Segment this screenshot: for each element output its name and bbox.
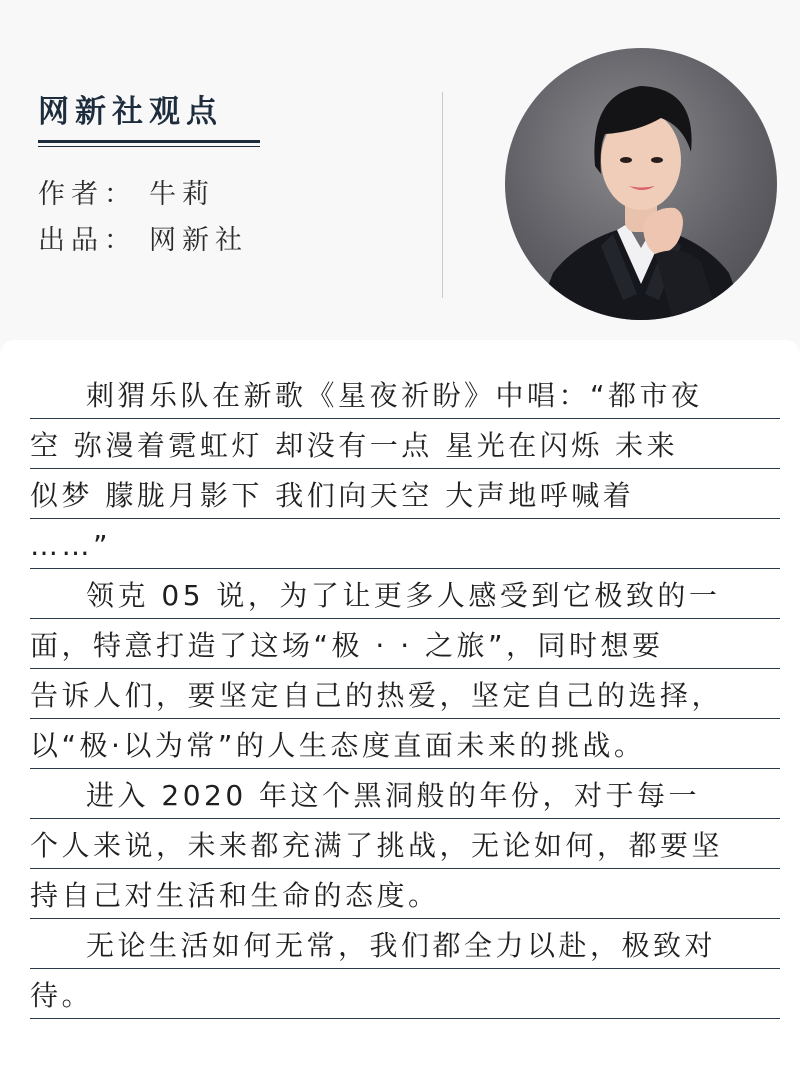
text-line: 告诉人们，要坚定自己的热爱，坚定自己的选择，	[30, 669, 780, 719]
article-header	[0, 0, 800, 360]
text-line: 待。	[30, 969, 780, 1019]
text-line: 持自己对生活和生命的态度。	[30, 869, 780, 919]
text-line: 刺猬乐队在新歌《星夜祈盼》中唱：“都市夜	[30, 369, 780, 419]
article-body	[0, 340, 800, 1071]
author-portrait-icon	[505, 48, 777, 320]
text-line: 无论生活如何无常，我们都全力以赴，极致对	[30, 919, 780, 969]
paragraph-1	[30, 369, 780, 569]
title-underline	[38, 140, 260, 143]
text-line: 似梦 朦胧月影下 我们向天空 大声地呼喊着	[30, 469, 780, 519]
header-divider	[442, 92, 443, 298]
publisher-label: 出品：	[38, 225, 137, 256]
text-line: 进入 2020 年这个黑洞般的年份，对于每一	[30, 769, 780, 819]
author-label: 作者：	[38, 179, 137, 210]
author-avatar	[505, 48, 777, 320]
publisher-line	[38, 218, 248, 257]
author-line	[38, 172, 215, 211]
paragraph-2	[30, 569, 780, 769]
publisher-name: 网新社	[149, 225, 248, 256]
text-line: ……”	[30, 519, 780, 569]
column-title: 网新社观点	[38, 94, 223, 130]
text-line: 以“极·以为常”的人生态度直面未来的挑战。	[30, 719, 780, 769]
paragraph-3	[30, 769, 780, 919]
text-line: 面，特意打造了这场“极 · · 之旅”，同时想要	[30, 619, 780, 669]
author-name: 牛莉	[149, 179, 215, 210]
text-line: 领克 05 说，为了让更多人感受到它极致的一	[30, 569, 780, 619]
title-underline-thin	[38, 146, 260, 147]
paragraph-4	[30, 919, 780, 1019]
text-line: 个人来说，未来都充满了挑战，无论如何，都要坚	[30, 819, 780, 869]
text-line: 空 弥漫着霓虹灯 却没有一点 星光在闪烁 未来	[30, 419, 780, 469]
